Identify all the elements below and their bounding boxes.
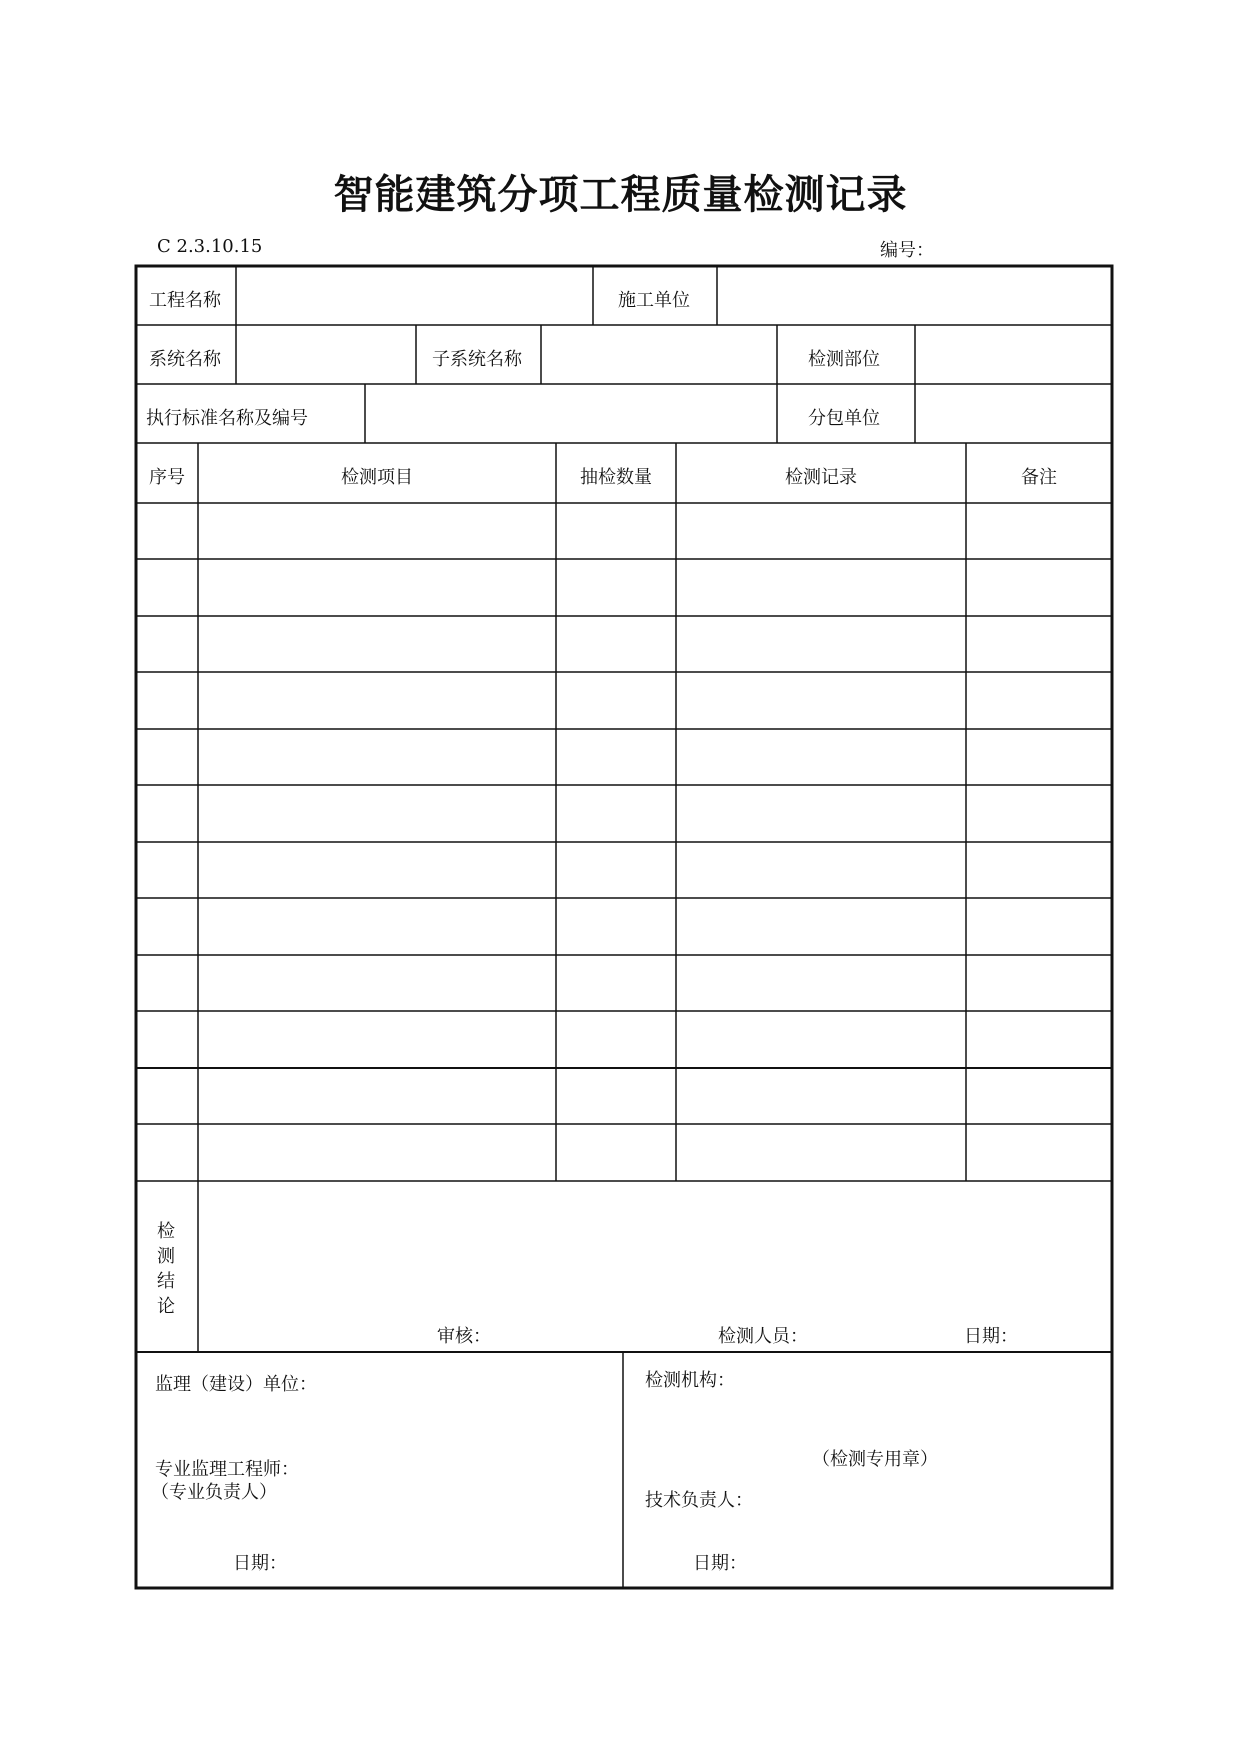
- subsystem-name-label: 子系统名称: [432, 349, 522, 370]
- project-name-label: 工程名称: [149, 290, 221, 311]
- seal-label: （检测专用章）: [812, 1449, 938, 1470]
- header-remarks: 备注: [1021, 467, 1057, 488]
- conclusion-label: 检 测 结 论: [157, 1221, 175, 1317]
- reviewer-label: 审核：: [437, 1326, 491, 1347]
- supervision-unit-label: 监理（建设）单位：: [155, 1374, 317, 1395]
- right-date-label: 日期：: [693, 1553, 747, 1574]
- form-code: C 2.3.10.15: [157, 236, 263, 257]
- header-test-record: 检测记录: [785, 467, 857, 488]
- tech-lead-label: 技术负责人：: [645, 1490, 753, 1511]
- form-title: 智能建筑分项工程质量检测记录: [333, 171, 908, 218]
- header-index: 序号: [149, 467, 185, 488]
- construction-unit-label: 施工单位: [618, 290, 690, 311]
- header-sample-qty: 抽检数量: [580, 467, 652, 488]
- standard-label: 执行标准名称及编号: [146, 408, 308, 429]
- testing-agency-label: 检测机构：: [645, 1370, 735, 1391]
- left-date-label: 日期：: [233, 1553, 287, 1574]
- header-test-item: 检测项目: [341, 467, 413, 488]
- conclusion-date-label: 日期：: [964, 1326, 1018, 1347]
- inspector-label: 检测人员：: [718, 1326, 808, 1347]
- system-name-label: 系统名称: [149, 349, 221, 370]
- test-location-label: 检测部位: [808, 349, 880, 370]
- supervising-engineer-label: 专业监理工程师：: [155, 1459, 299, 1480]
- serial-number-label: 编号：: [880, 240, 934, 261]
- subcontractor-label: 分包单位: [808, 408, 880, 429]
- engineer-note: （专业负责人）: [151, 1482, 277, 1503]
